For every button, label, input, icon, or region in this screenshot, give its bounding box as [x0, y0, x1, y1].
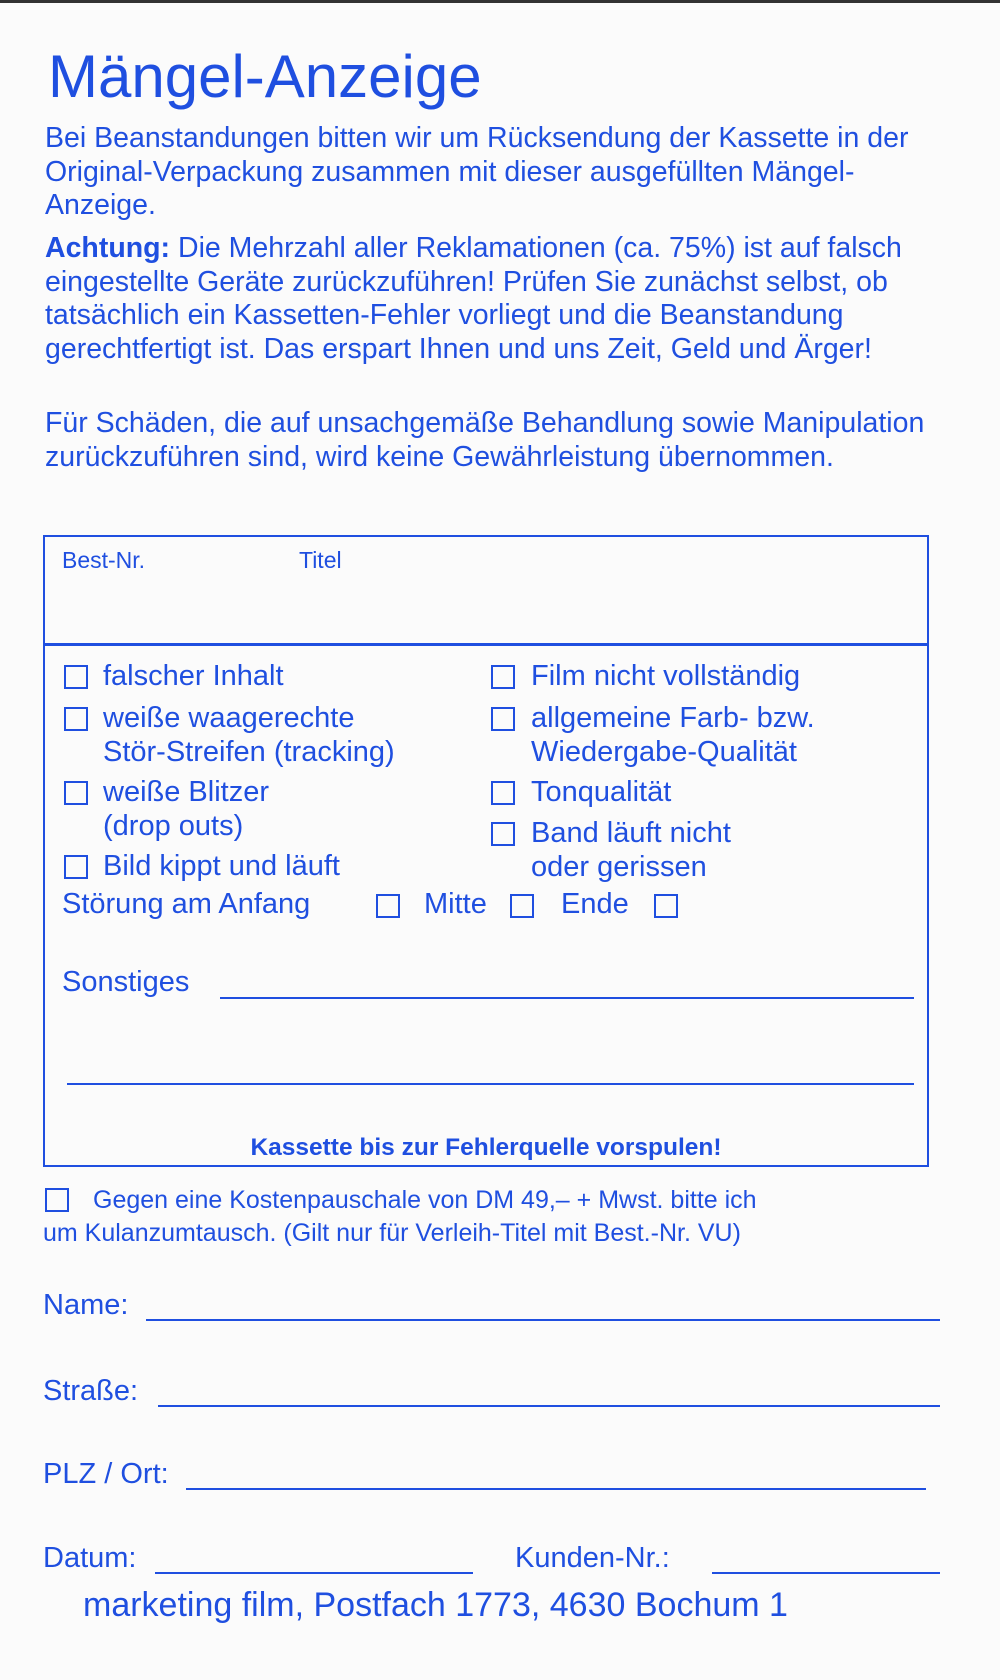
- defect-label-band-laeuft-nicht-line2: oder gerissen: [531, 851, 707, 883]
- checkbox-farbqualitaet[interactable]: [491, 707, 515, 731]
- name-label: Name:: [43, 1289, 129, 1321]
- defect-label-stoer-streifen: weiße waagerechte: [103, 702, 355, 734]
- strasse-input-line[interactable]: [158, 1405, 940, 1407]
- kulanz-text-line2: um Kulanzumtausch. (Gilt nur für Verleih-Titel mit Best.-Nr. VU): [43, 1219, 741, 1247]
- intro-text: Bei Beanstandungen bitten wir um Rücksendung der Kassette in der Original-Verpackung zusammen mit dieser ausgefüllten Mängel-Anzeige.: [45, 122, 909, 221]
- warning-paragraph: [45, 232, 945, 366]
- defect-label-falscher-inhalt: falscher Inhalt: [103, 660, 284, 692]
- defect-label-stoer-streifen-line2: Stör-Streifen (tracking): [103, 736, 395, 768]
- defect-label-farbqualitaet: allgemeine Farb- bzw.: [531, 702, 815, 734]
- ende-label: Ende: [561, 888, 629, 920]
- datum-input-line[interactable]: [155, 1572, 473, 1574]
- checkbox-anfang[interactable]: [376, 894, 400, 918]
- checkbox-band-laeuft-nicht[interactable]: [491, 822, 515, 846]
- defect-label-film-nicht-vollstaendig: Film nicht vollständig: [531, 660, 801, 692]
- rewind-note: Kassette bis zur Fehlerquelle vorspulen!: [250, 1134, 722, 1161]
- disclaimer-text: Für Schäden, die auf unsachgemäße Behandlung sowie Manipulation zurückzuführen sind, wird keine Gewährleistung übernommen.: [45, 407, 925, 473]
- checkbox-film-nicht-vollstaendig[interactable]: [491, 665, 515, 689]
- page-title: Mängel-Anzeige: [48, 43, 482, 110]
- strasse-label: Straße:: [43, 1375, 139, 1407]
- best-nr-label: Best-Nr.: [62, 547, 146, 573]
- sonstiges-input-line[interactable]: [220, 997, 914, 999]
- checkbox-mitte[interactable]: [510, 894, 534, 918]
- warning-text: Die Mehrzahl aller Reklamationen (ca. 75%) ist auf falsch eingestellte Geräte zurückzuführen! Prüfen Sie zunächst selbst, ob tatsächlich ein Kassetten-Fehler vorliegt und die Beanstandung gerechtfertigt ist. Das erspart Ihnen und uns Zeit, Geld und Ärger!: [45, 232, 902, 365]
- defect-label-bild-kippt: Bild kippt und läuft: [103, 850, 340, 882]
- sonstiges-label: Sonstiges: [62, 966, 190, 998]
- sonstiges-input-line-2[interactable]: [67, 1083, 914, 1085]
- checkbox-bild-kippt[interactable]: [64, 855, 88, 879]
- company-address: marketing film, Postfach 1773, 4630 Bochum 1: [83, 1586, 788, 1624]
- checkbox-weisse-blitzer[interactable]: [64, 781, 88, 805]
- mitte-label: Mitte: [424, 888, 487, 920]
- checkbox-stoer-streifen[interactable]: [64, 707, 88, 731]
- checkbox-ende[interactable]: [654, 894, 678, 918]
- checkbox-tonqualitaet[interactable]: [491, 781, 515, 805]
- warning-label: Achtung:: [45, 232, 171, 264]
- datum-label: Datum:: [43, 1542, 137, 1574]
- defect-label-tonqualitaet: Tonqualität: [531, 776, 672, 808]
- kulanz-text-line1: Gegen eine Kostenpauschale von DM 49,– + Mwst. bitte ich: [93, 1186, 757, 1214]
- plz-ort-input-line[interactable]: [186, 1488, 926, 1490]
- defect-label-weisse-blitzer-line2: (drop outs): [103, 810, 244, 842]
- titel-label: Titel: [299, 547, 342, 573]
- checkbox-falscher-inhalt[interactable]: [64, 665, 88, 689]
- form-divider: [43, 643, 929, 646]
- best-nr-titel-input-area[interactable]: [46, 576, 926, 640]
- plz-ort-label: PLZ / Ort:: [43, 1458, 169, 1490]
- checkbox-kulanzumtausch[interactable]: [45, 1188, 69, 1212]
- kunden-nr-label: Kunden-Nr.:: [515, 1542, 670, 1574]
- defect-label-weisse-blitzer: weiße Blitzer: [103, 776, 269, 808]
- defect-label-band-laeuft-nicht: Band läuft nicht: [531, 817, 731, 849]
- name-input-line[interactable]: [146, 1319, 940, 1321]
- stoerung-label: Störung am Anfang: [62, 888, 311, 920]
- kunden-nr-input-line[interactable]: [712, 1572, 940, 1574]
- defect-label-farbqualitaet-line2: Wiedergabe-Qualität: [531, 736, 797, 768]
- top-edge-line: [0, 0, 1000, 3]
